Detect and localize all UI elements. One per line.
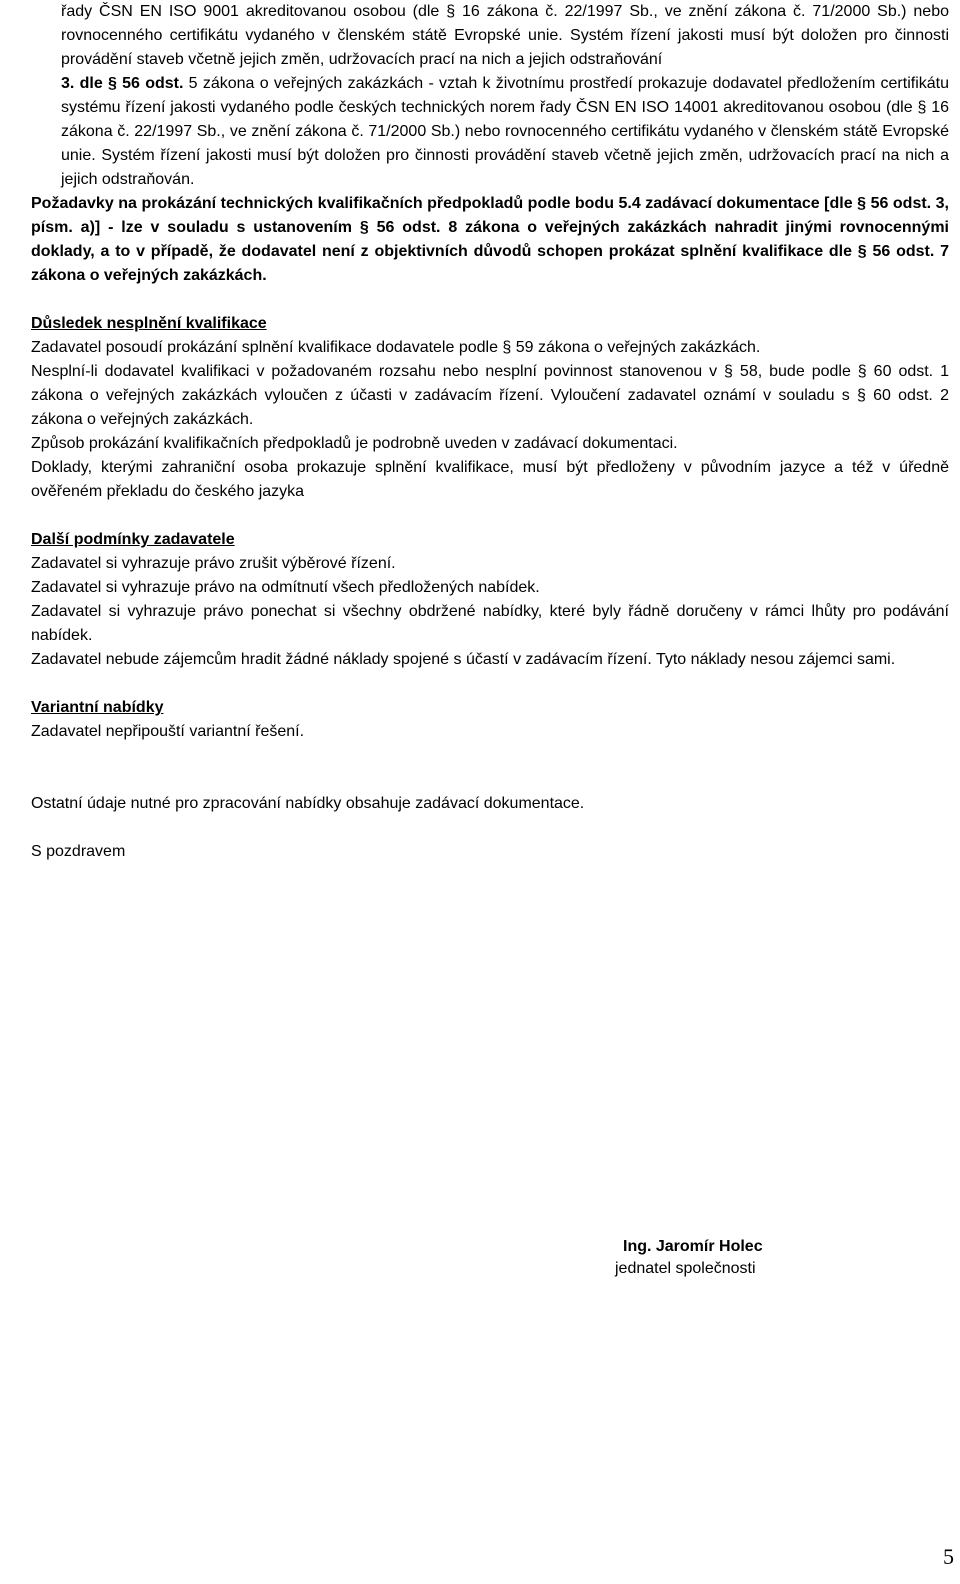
signature-name: Ing. Jaromír Holec (623, 1238, 763, 1255)
consequence-heading: Důsledek nesplnění kvalifikace (31, 315, 267, 332)
consequence-paragraph-1: Zadavatel posoudí prokázání splnění kvalifikace dodavatele podle § 59 zákona o veřejných zakázkách. (31, 339, 761, 356)
signature-title: jednatel společnosti (615, 1260, 756, 1277)
variants-text: Zadavatel nepřipouští variantní řešení. (31, 723, 305, 740)
document-body (31, 0, 949, 864)
section-3-3-lead: 3. dle § 56 odst. (61, 75, 184, 92)
consequence-paragraph-2: Nesplní-li dodavatel kvalifikaci v požadovaném rozsahu nebo nesplní povinnost stanovenou v § 58, bude podle § 60 odst. 1 zákona o veřejných zakázkách vyloučen z účasti v zadávacím řízení. Vyloučení zadavatel oznámí v souladu s § 60 odst. 2 zákona o veřejných zakázkách. (31, 363, 949, 428)
section-3-3-text: 5 zákona o veřejných zakázkách - vztah k životnímu prostředí prokazuje dodavatel předložením certifikátu systému řízení jakosti vydaného podle českých technických norem řady ČSN EN ISO 14001 akreditovanou osobou (dle § 16 zákona č. 22/1997 Sb., ve znění zákona č. 71/2000 Sb.) nebo rovnocenného certifikátu vydaného v členském státě Evropské unie. Systém řízení jakosti musí být doložen pro činnosti provádění staveb včetně jejich změn, udržovacích prací na nich a jejich odstraňován. (61, 75, 950, 188)
consequence-paragraph-4: Doklady, kterými zahraniční osoba prokazuje splnění kvalifikace, musí být předloženy v původním jazyce a též v úředně ověřeném překladu do českého jazyka (31, 459, 949, 500)
page-number: 5 (943, 1544, 954, 1569)
variants-heading: Variantní nabídky (31, 699, 164, 716)
consequence-paragraph-3: Způsob prokázání kvalifikačních předpokladů je podrobně uveden v zadávací dokumentaci. (31, 435, 678, 452)
section-3-2-continuation: řady ČSN EN ISO 9001 akreditovanou osobou (dle § 16 zákona č. 22/1997 Sb., ve znění zákona č. 71/2000 Sb.) nebo rovnocenného certifikátu vydaného v členském státě Evropské unie. Systém řízení jakosti musí být doložen pro činnosti provádění staveb včetně jejich změn, udržovacích prací na nich a jejich odstraňování (61, 3, 949, 68)
further-conditions-paragraph-1: Zadavatel si vyhrazuje právo zrušit výběrové řízení. (31, 555, 396, 572)
greeting-text: S pozdravem (31, 843, 126, 860)
section-3-2-block (31, 0, 949, 192)
further-conditions-paragraph-2: Zadavatel si vyhrazuje právo na odmítnutí všech předložených nabídek. (31, 579, 540, 596)
signature-block (615, 1236, 763, 1280)
other-info-text: Ostatní údaje nutné pro zpracování nabídky obsahuje zadávací dokumentace. (31, 795, 585, 812)
further-conditions-paragraph-3: Zadavatel si vyhrazuje právo ponechat si všechny obdržené nabídky, které byly řádně doručeny v rámci lhůty pro podávání nabídek. (31, 603, 949, 644)
further-conditions-heading: Další podmínky zadavatele (31, 531, 235, 548)
further-conditions-paragraph-4: Zadavatel nebude zájemcům hradit žádné náklady spojené s účastí v zadávacím řízení. Tyto náklady nesou zájemci sami. (31, 651, 896, 668)
requirements-note: Požadavky na prokázání technických kvalifikačních předpokladů podle bodu 5.4 zadávací dokumentace [dle § 56 odst. 3, písm. a)] - lze v souladu s ustanovením § 56 odst. 8 zákona o veřejných zakázkách nahradit jinými rovnocennými doklady, a to v případě, že dodavatel není z objektivních důvodů schopen prokázat splnění kvalifikace dle § 56 odst. 7 zákona o veřejných zakázkách. (31, 195, 949, 284)
section-3-3-paragraph (61, 72, 949, 192)
